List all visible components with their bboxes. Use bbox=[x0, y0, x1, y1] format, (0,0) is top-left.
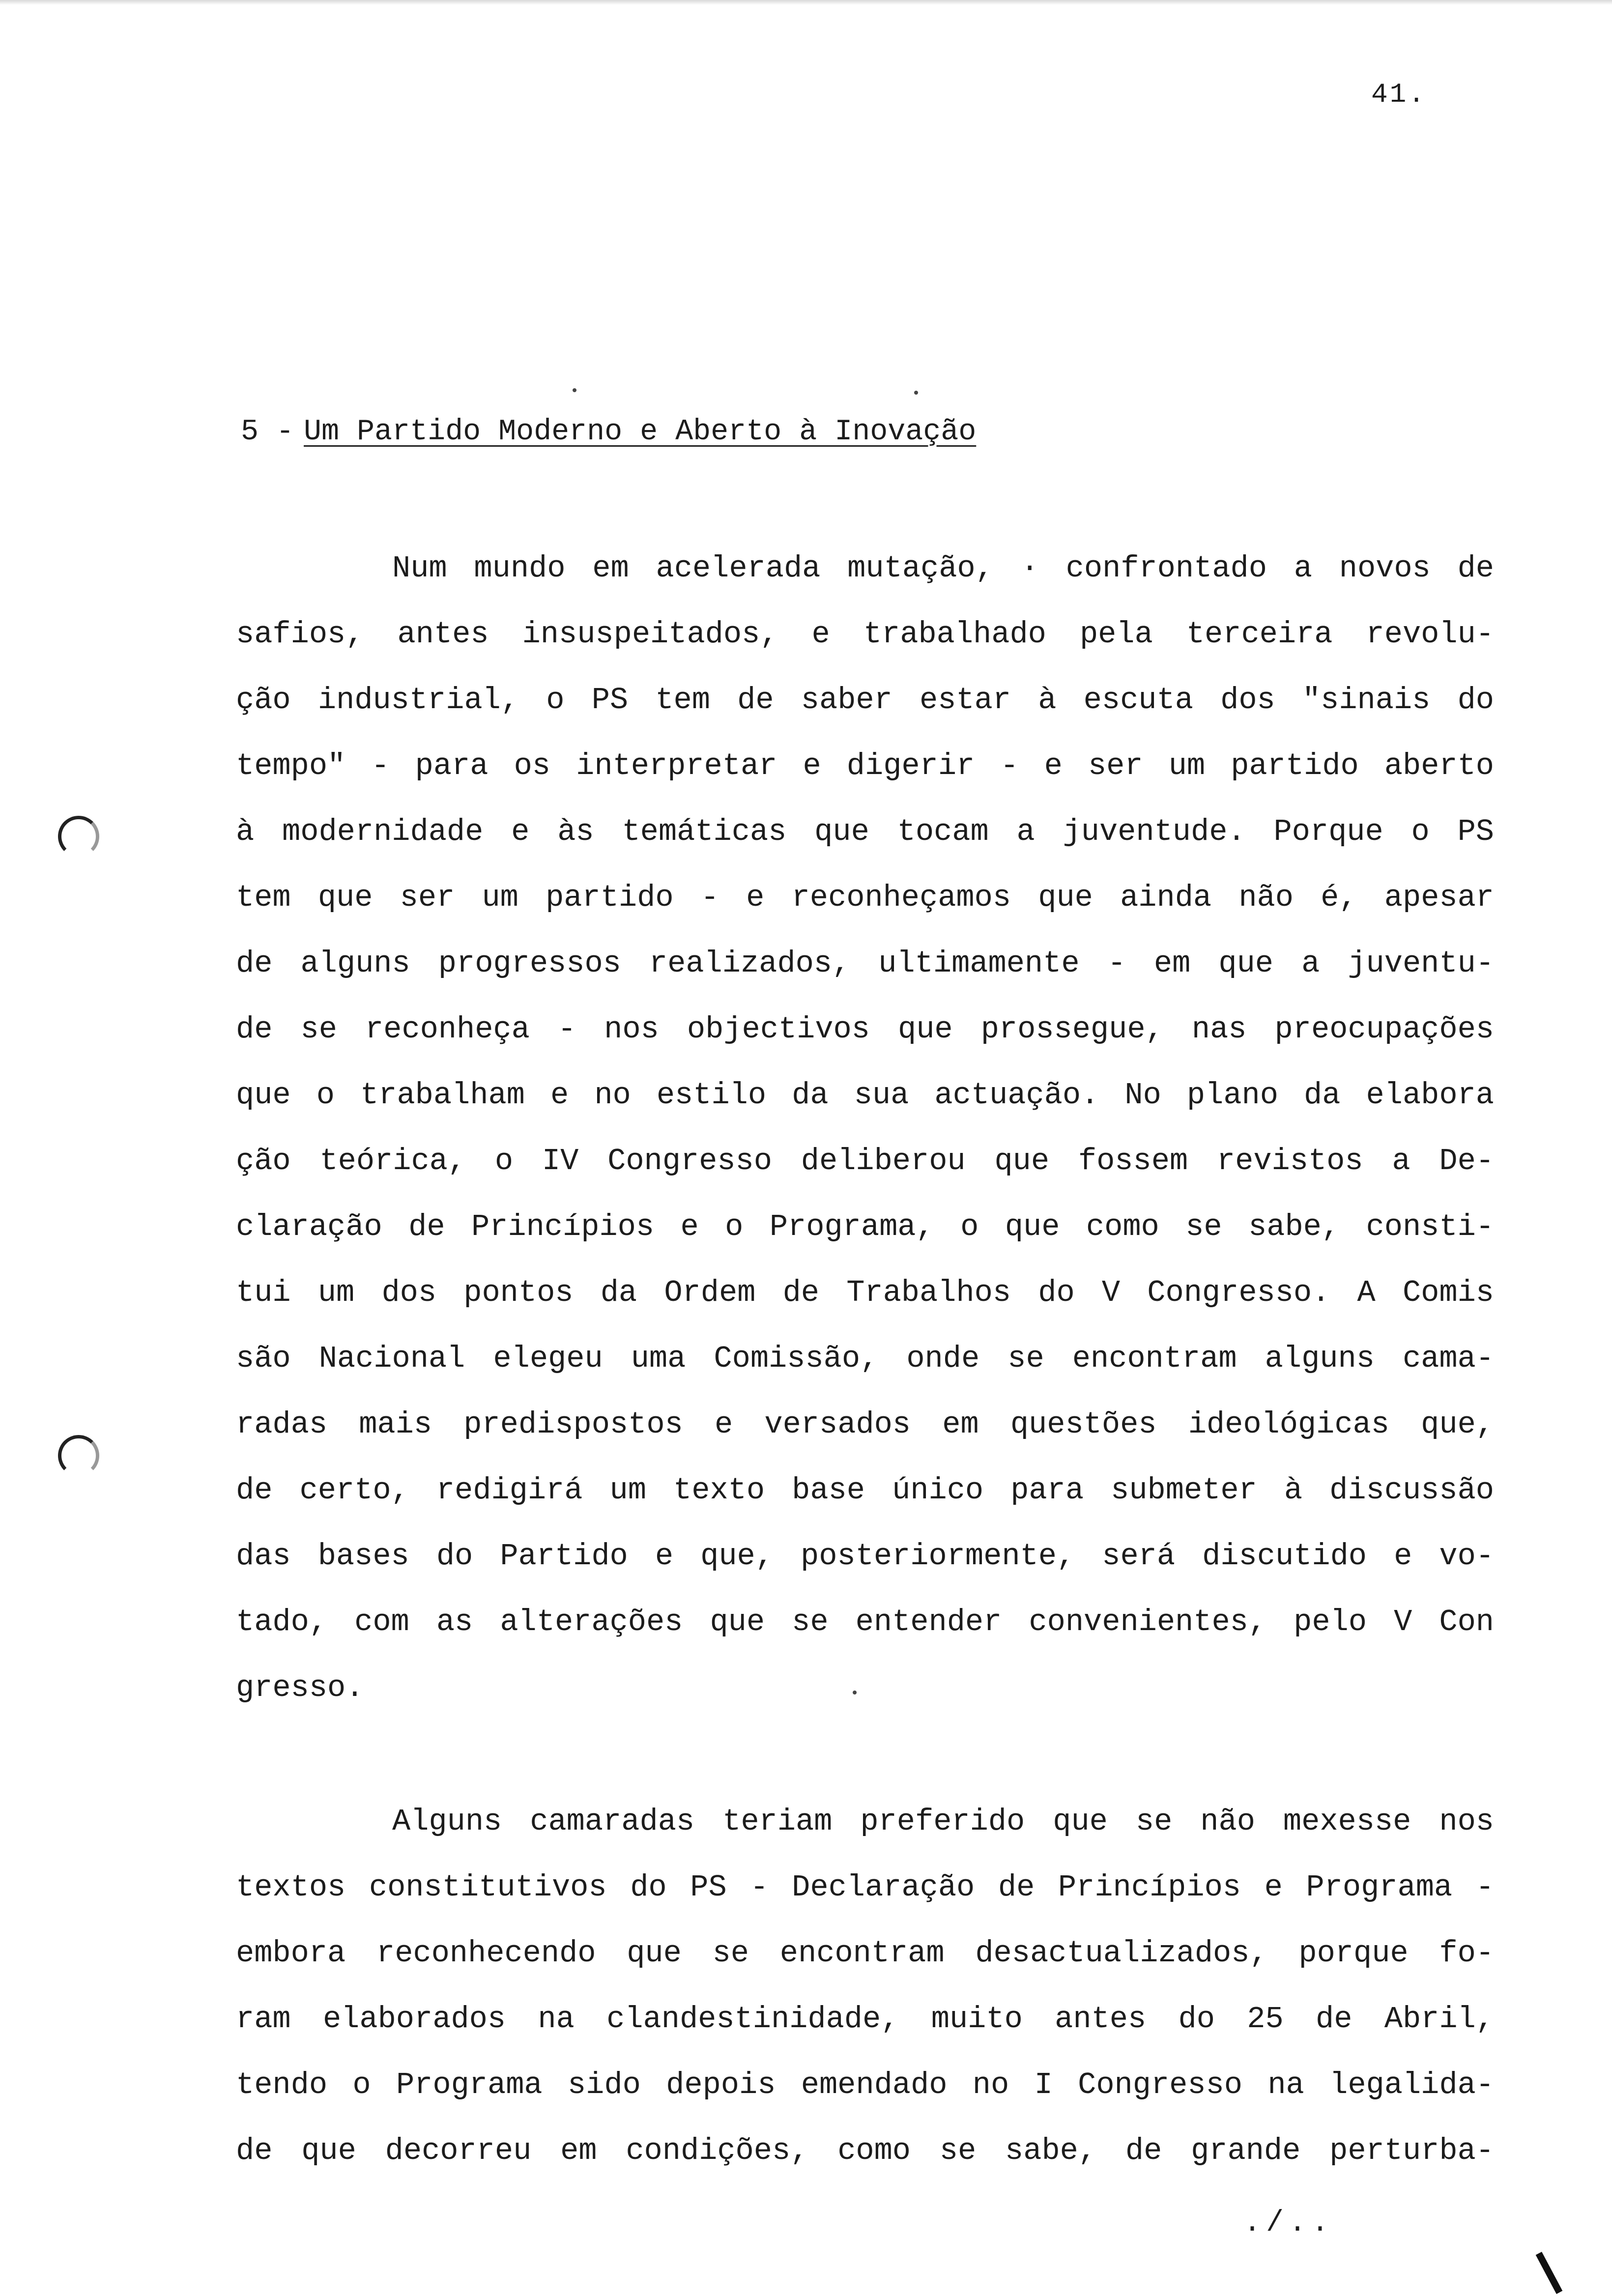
page-number: 41. bbox=[1371, 79, 1427, 110]
text-line: tui um dos pontos da Ordem de Trabalhos do V Congresso. A Comis bbox=[236, 1275, 1494, 1310]
text-line: tempo" - para os interpretar e digerir - e ser um partido aberto bbox=[236, 748, 1494, 783]
text-line: ção teórica, o IV Congresso deliberou que fossem revistos a De- bbox=[236, 1144, 1494, 1178]
text-line: gresso. bbox=[236, 1670, 364, 1705]
page-top-edge bbox=[0, 0, 1612, 5]
section-title: Um Partido Moderno e Aberto à Inovação bbox=[304, 415, 977, 449]
stray-dot bbox=[573, 388, 576, 392]
margin-pen-mark bbox=[1536, 2252, 1563, 2294]
stray-dot bbox=[914, 391, 918, 395]
text-line: de que decorreu em condições, como se sabe, de grande perturba- bbox=[236, 2133, 1494, 2168]
text-line: tem que ser um partido - e reconheçamos que ainda não é, apesar bbox=[236, 880, 1494, 915]
paragraph-1 bbox=[236, 536, 1494, 1721]
text-line: tado, com as alterações que se entender convenientes, pelo V Con bbox=[236, 1605, 1494, 1639]
continuation-mark: ./.. bbox=[1243, 2207, 1334, 2240]
text-line: Num mundo em acelerada mutação, · confrontado a novos de bbox=[392, 551, 1494, 586]
section-number: 5 - bbox=[241, 415, 294, 449]
text-line: embora reconhecendo que se encontram desactualizados, porque fo- bbox=[236, 1936, 1494, 1971]
text-line: tendo o Programa sido depois emendado no I Congresso na legalida- bbox=[236, 2067, 1494, 2102]
section-heading bbox=[241, 415, 976, 449]
text-line: ção industrial, o PS tem de saber estar à escuta dos "sinais do bbox=[236, 683, 1494, 718]
text-line: das bases do Partido e que, posteriormente, será discutido e vo- bbox=[236, 1539, 1494, 1574]
text-line: de certo, redigirá um texto base único para submeter à discussão bbox=[236, 1473, 1494, 1508]
text-line: são Nacional elegeu uma Comissão, onde se encontram alguns cama- bbox=[236, 1341, 1494, 1376]
text-line: ram elaborados na clandestinidade, muito antes do 25 de Abril, bbox=[236, 2002, 1494, 2037]
text-line: textos constitutivos do PS - Declaração de Princípios e Programa - bbox=[236, 1870, 1494, 1905]
text-line: Alguns camaradas teriam preferido que se não mexesse nos bbox=[392, 1804, 1494, 1839]
text-line: radas mais predispostos e versados em questões ideológicas que, bbox=[236, 1407, 1494, 1442]
text-line: claração de Princípios e o Programa, o que como se sabe, consti- bbox=[236, 1209, 1494, 1244]
text-line: que o trabalham e no estilo da sua actuação. No plano da elabora bbox=[236, 1078, 1494, 1113]
text-line: de alguns progressos realizados, ultimamente - em que a juventu- bbox=[236, 946, 1494, 981]
stray-dot bbox=[853, 1691, 857, 1694]
text-line: de se reconheça - nos objectivos que prossegue, nas preocupações bbox=[236, 1012, 1494, 1047]
text-line: à modernidade e às temáticas que tocam a juventude. Porque o PS bbox=[236, 814, 1494, 849]
paragraph-2 bbox=[236, 1789, 1494, 2184]
punch-hole-mark bbox=[58, 1435, 99, 1476]
punch-hole-mark bbox=[58, 816, 99, 857]
text-line: safios, antes insuspeitados, e trabalhado pela terceira revolu- bbox=[236, 617, 1494, 652]
